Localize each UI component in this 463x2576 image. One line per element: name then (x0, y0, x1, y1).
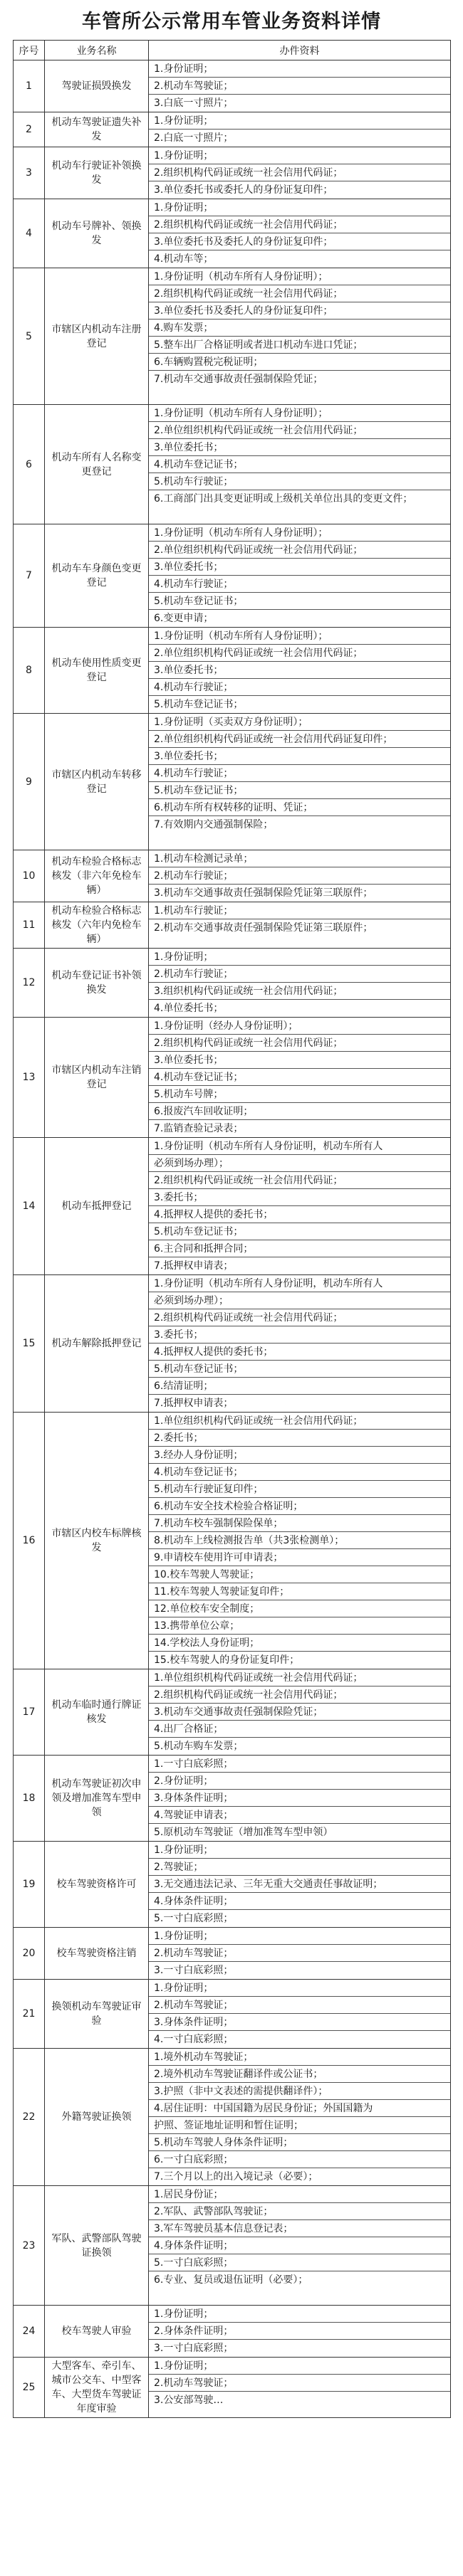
material-item: 6.主合同和抵押合同； (149, 1240, 450, 1257)
materials-cell (149, 902, 451, 949)
material-item: 1.身份证明； (149, 2358, 450, 2375)
material-item: 2.机动车驾驶证； (149, 1997, 450, 2014)
materials-cell (149, 1138, 451, 1275)
row-number: 25 (14, 2358, 45, 2418)
business-name: 校车驾驶资格许可 (45, 1842, 149, 1928)
material-item: 5.机动车登记证书； (149, 1223, 450, 1240)
material-item: 2.驾驶证； (149, 1859, 450, 1876)
material-item: 6.机动车所有权转移的证明、凭证； (149, 799, 450, 816)
material-item: 1.一寸白底彩照； (149, 1756, 450, 1773)
material-item: 1.身份证明； (149, 147, 450, 164)
page-title: 车管所公示常用车管业务资料详情 (82, 11, 381, 33)
material-item: 12.单位校车安全制度； (149, 1600, 450, 1617)
material-item: 3.一寸白底彩照； (154, 2343, 234, 2354)
material-item: 5.机动车登记证书； (154, 699, 244, 710)
material-item: 3.身体条件证明； (149, 2014, 450, 2031)
material-item: 5.机动车驾驶人身体条件证明； (149, 2134, 450, 2151)
business-name: 军队、武警部队驾驶证换领 (45, 2186, 149, 2306)
table-row (14, 850, 451, 902)
row-number: 17 (14, 1669, 45, 1756)
table-row (14, 2049, 451, 2186)
material-item: 4.抵押权人提供的委托书； (149, 1206, 450, 1223)
business-name: 机动车抵押登记 (45, 1138, 149, 1275)
materials-cell (149, 147, 451, 199)
table-row (14, 1275, 451, 1413)
row-number: 13 (14, 1018, 45, 1138)
materials-cell (149, 1842, 451, 1928)
material-item: 6.工商部门出具变更证明或上级机关单位出具的变更文件； (154, 493, 413, 505)
material-item: 6.一寸白底彩照； (149, 2151, 450, 2168)
material-item: 3.委托书； (149, 1189, 450, 1206)
material-item: 3.单位委托书； (149, 559, 450, 576)
table-row (14, 1413, 451, 1669)
business-name: 机动车号牌补、领换发 (45, 199, 149, 268)
material-item: 1.身份证明（买卖双方身份证明）； (149, 714, 450, 731)
material-item: 3.委托书； (149, 1326, 450, 1344)
row-number: 15 (14, 1275, 45, 1413)
material-item: 2.白底一寸照片； (154, 132, 234, 144)
business-name: 机动车车身颜色变更登记 (45, 524, 149, 628)
material-item: 4.机动车行驶证； (149, 576, 450, 593)
table-row (14, 524, 451, 628)
material-item: 1.身份证明（机动车所有人身份证明，机动车所有人 (149, 1275, 450, 1292)
material-item: 3.单位委托书； (149, 439, 450, 456)
row-number: 19 (14, 1842, 45, 1928)
material-item: 2.军队、武警部队驾驶证； (149, 2203, 450, 2220)
material-item: 13.携带单位公章； (149, 1617, 450, 1635)
business-name: 机动车检验合格标志核发（六年内免检车辆） (45, 902, 149, 949)
row-number: 3 (14, 147, 45, 199)
material-item: 5.机动车登记证书； (149, 1361, 450, 1378)
business-name: 机动车使用性质变更登记 (45, 628, 149, 714)
material-item: 7.有效期内交通强制保险； (154, 819, 274, 830)
row-number: 10 (14, 850, 45, 902)
material-item: 5.机动车登记证书； (149, 782, 450, 799)
materials-cell (149, 1980, 451, 2049)
material-item: 5.机动车购车发票； (154, 1741, 244, 1752)
material-item: 1.境外机动车驾驶证； (149, 2049, 450, 2066)
business-name: 校车驾驶人审验 (45, 2306, 149, 2358)
material-item: 2.单位组织机构代码证或统一社会信用代码证； (149, 645, 450, 662)
row-number: 21 (14, 1980, 45, 2049)
material-item: 2.组织机构代码证或统一社会信用代码证； (149, 216, 450, 233)
material-item: 2.组织机构代码证或统一社会信用代码证； (149, 1035, 450, 1052)
material-item: 2.身体条件证明； (149, 2323, 450, 2340)
table-row (14, 1980, 451, 2049)
material-item: 4.抵押权人提供的委托书； (149, 1344, 450, 1361)
row-number: 4 (14, 199, 45, 268)
material-item: 6.机动车安全技术检验合格证明； (149, 1498, 450, 1515)
material-item: 6.专业、复员或退伍证明（必要）； (154, 2274, 308, 2286)
table-row (14, 112, 451, 147)
material-item: 2.组织机构代码证或统一社会信用代码证； (149, 285, 450, 302)
material-item: 1.身份证明； (149, 2306, 450, 2323)
row-number: 23 (14, 2186, 45, 2306)
materials-cell (149, 1756, 451, 1842)
business-name: 机动车检验合格标志核发（非六年免检车辆） (45, 850, 149, 902)
material-item: 4.机动车登记证书； (149, 456, 450, 473)
materials-cell (149, 60, 451, 112)
business-name: 机动车驾驶证初次申领及增加准驾车型申领 (45, 1756, 149, 1842)
row-number: 14 (14, 1138, 45, 1275)
business-name: 换领机动车驾驶证审验 (45, 1980, 149, 2049)
materials-cell (149, 268, 451, 405)
material-item: 2.机动车驾驶证； (149, 1945, 450, 1962)
table-row (14, 902, 451, 949)
business-name: 大型客车、牵引车、城市公交车、中型客车、大型货车驾驶证年度审验 (45, 2358, 149, 2418)
material-item: 4.居住证明：中国国籍为居民身份证；外国国籍为 (149, 2100, 450, 2117)
row-number: 20 (14, 1928, 45, 1980)
table-body (14, 60, 451, 2418)
material-item: 2.组织机构代码证或统一社会信用代码证； (149, 1172, 450, 1189)
row-number: 1 (14, 60, 45, 112)
materials-cell (149, 628, 451, 714)
material-item: 6.车辆购置税完税证明； (149, 354, 450, 371)
material-item: 4.机动车行驶证； (149, 765, 450, 782)
material-item: 15.校车驾驶人的身份证复印件； (154, 1654, 300, 1666)
material-item: 3.公安部驾驶… (154, 2395, 224, 2406)
header-no: 序号 (14, 41, 45, 60)
materials-cell (149, 1018, 451, 1138)
material-item: 1.身份证明； (149, 949, 450, 966)
material-item: 5.机动车行驶证； (149, 473, 450, 490)
material-item: 2.单位组织机构代码证或统一社会信用代码证； (149, 422, 450, 439)
row-number: 6 (14, 405, 45, 524)
materials-cell (149, 1275, 451, 1413)
material-item: 护照、签证地址证明和暂住证明； (149, 2117, 450, 2134)
business-name: 市辖区内机动车转移登记 (45, 714, 149, 850)
material-item: 8.机动车上线检测报告单（共3张检测单）； (149, 1532, 450, 1549)
material-item: 1.身份证明（机动车所有人身份证明，机动车所有人 (149, 1138, 450, 1155)
materials-cell (149, 2358, 451, 2418)
table-row (14, 2306, 451, 2358)
materials-cell (149, 524, 451, 628)
business-name: 市辖区内校车标牌核发 (45, 1413, 149, 1669)
table-row (14, 1138, 451, 1275)
material-item: 3.单位委托书； (149, 1052, 450, 1069)
material-item: 1.身份证明； (149, 199, 450, 216)
business-name: 市辖区内机动车注销登记 (45, 1018, 149, 1138)
material-item: 2.组织机构代码证或统一社会信用代码证； (149, 1309, 450, 1326)
material-item: 7.抵押权申请表； (154, 1398, 234, 1409)
table-row (14, 268, 451, 405)
material-item: 2.单位组织机构代码证或统一社会信用代码证复印件； (149, 731, 450, 748)
material-item: 1.身份证明； (149, 1842, 450, 1859)
material-item: 1.居民身份证； (149, 2186, 450, 2203)
row-number: 24 (14, 2306, 45, 2358)
material-item: 2.机动车行驶证； (149, 867, 450, 885)
material-item: 4.购车发票； (149, 320, 450, 337)
material-item: 7.机动车交通事故责任强制保险凭证； (154, 374, 323, 385)
table-row (14, 949, 451, 1018)
table-row (14, 1018, 451, 1138)
material-item: 3.单位委托书或委托人的身份证复印件； (154, 184, 333, 196)
material-item: 必须到场办理）； (149, 1155, 450, 1172)
material-item: 2.机动车驾驶证； (149, 2375, 450, 2392)
table-header-row (14, 41, 451, 60)
row-number: 11 (14, 902, 45, 949)
material-item: 6.报废汽车回收证明； (149, 1103, 450, 1120)
material-item: 4.一寸白底彩照； (154, 2034, 234, 2045)
material-item: 3.机动车交通事故责任强制保险凭证第三联原件； (154, 887, 373, 899)
material-item: 4.机动车登记证书； (149, 1069, 450, 1086)
material-item: 7.机动车校车强制保险保单； (149, 1515, 450, 1532)
material-item: 1.身份证明； (149, 1928, 450, 1945)
business-name: 机动车临时通行牌证核发 (45, 1669, 149, 1756)
material-item: 5.机动车行驶证复印件； (149, 1481, 450, 1498)
business-name: 驾驶证损毁换发 (45, 60, 149, 112)
table-row (14, 60, 451, 112)
material-item: 2.境外机动车驾驶证翻译件或公证书； (149, 2066, 450, 2083)
business-name: 机动车登记证书补领换发 (45, 949, 149, 1018)
materials-cell (149, 405, 451, 524)
material-item: 4.出厂合格证； (149, 1721, 450, 1738)
material-item: 1.身份证明（机动车所有人身份证明）； (149, 524, 450, 542)
material-item: 1.身份证明（经办人身份证明）； (149, 1018, 450, 1035)
material-item: 2.委托书； (149, 1430, 450, 1447)
material-item: 4.单位委托书； (154, 1003, 224, 1014)
materials-cell (149, 949, 451, 1018)
business-name: 机动车驾驶证遗失补发 (45, 112, 149, 147)
material-item: 1.身份证明； (149, 112, 450, 130)
material-item: 7.三个月以上的出入境记录（必要）； (154, 2171, 318, 2182)
material-item: 5.机动车号牌； (149, 1086, 450, 1103)
business-name: 校车驾驶资格注销 (45, 1928, 149, 1980)
material-item: 1.单位组织机构代码证或统一社会信用代码证； (149, 1413, 450, 1430)
material-item: 2.组织机构代码证或统一社会信用代码证； (149, 164, 450, 181)
material-item: 2.身份证明； (149, 1773, 450, 1790)
row-number: 22 (14, 2049, 45, 2186)
business-name: 机动车所有人名称变更登记 (45, 405, 149, 524)
row-number: 12 (14, 949, 45, 1018)
materials-cell (149, 2306, 451, 2358)
materials-cell (149, 1669, 451, 1756)
material-item: 4.驾驶证申请表； (149, 1807, 450, 1824)
material-item: 3.单位委托书； (149, 662, 450, 679)
material-item: 1.身份证明； (149, 1980, 450, 1997)
table-row (14, 628, 451, 714)
table-row (14, 1928, 451, 1980)
material-item: 3.单位委托书及委托人的身份证复印件； (149, 233, 450, 250)
materials-cell (149, 850, 451, 902)
material-item: 6.变更申请； (154, 613, 214, 624)
business-name: 机动车解除抵押登记 (45, 1275, 149, 1413)
table-row (14, 1669, 451, 1756)
material-item: 2.机动车行驶证； (149, 966, 450, 983)
material-item: 5.整车出厂合格证明或者进口机动车进口凭证； (149, 337, 450, 354)
material-item: 2.组织机构代码证或统一社会信用代码证； (149, 1686, 450, 1704)
material-item: 必须到场办理）； (149, 1292, 450, 1309)
material-item: 5.一寸白底彩照； (149, 2254, 450, 2271)
materials-cell (149, 1413, 451, 1669)
row-number: 9 (14, 714, 45, 850)
material-item: 9.申请校车使用许可申请表； (149, 1549, 450, 1566)
material-item: 3.护照（非中文表述的需提供翻译件）； (149, 2083, 450, 2100)
table-row (14, 147, 451, 199)
material-item: 3.单位委托书； (149, 748, 450, 765)
header-materials: 办件资料 (149, 41, 451, 60)
row-number: 18 (14, 1756, 45, 1842)
material-item: 4.身体条件证明； (149, 2237, 450, 2254)
material-item: 2.机动车驾驶证； (149, 78, 450, 95)
material-item: 3.经办人身份证明； (149, 1447, 450, 1464)
table-row (14, 199, 451, 268)
material-item: 1.身份证明（机动车所有人身份证明）； (149, 268, 450, 285)
material-item: 1.单位组织机构代码证或统一社会信用代码证； (149, 1669, 450, 1686)
material-item: 2.单位组织机构代码证或统一社会信用代码证； (149, 542, 450, 559)
material-item: 3.军车驾驶员基本信息登记表； (149, 2220, 450, 2237)
table-row (14, 714, 451, 850)
material-item: 3.无交通违法记录、三年无重大交通责任事故证明； (149, 1876, 450, 1893)
material-item: 7.监销查验记录表； (154, 1123, 244, 1134)
materials-cell (149, 2186, 451, 2306)
materials-cell (149, 1928, 451, 1980)
material-item: 4.机动车登记证书； (149, 1464, 450, 1481)
material-item: 1.身份证明（机动车所有人身份证明）； (149, 405, 450, 422)
material-item: 1.身份证明； (149, 60, 450, 78)
business-name: 外籍驾驶证换领 (45, 2049, 149, 2186)
header-name: 业务名称 (45, 41, 149, 60)
material-item: 1.身份证明（机动车所有人身份证明）； (149, 628, 450, 645)
business-name: 机动车行驶证补领换发 (45, 147, 149, 199)
material-item: 4.身体条件证明； (149, 1893, 450, 1910)
material-item: 10.校车驾驶人驾驶证； (149, 1566, 450, 1583)
table-row (14, 2358, 451, 2418)
row-number: 16 (14, 1413, 45, 1669)
material-item: 3.组织机构代码证或统一社会信用代码证； (149, 983, 450, 1000)
business-materials-table (13, 40, 451, 2418)
material-item: 5.机动车登记证书； (149, 593, 450, 610)
material-item: 2.机动车交通事故责任强制保险凭证第三联原件； (154, 922, 373, 934)
material-item: 7.抵押权申请表； (154, 1260, 234, 1272)
material-item: 5.一寸白底彩照； (154, 1913, 234, 1924)
material-item: 1.机动车检测记录单； (149, 850, 450, 867)
material-item: 5.原机动车驾驶证（增加准驾车型申领） (154, 1827, 333, 1838)
material-item: 3.单位委托书及委托人的身份证复印件； (149, 302, 450, 320)
table-row (14, 2186, 451, 2306)
materials-cell (149, 2049, 451, 2186)
material-item: 4.机动车等； (154, 253, 214, 265)
material-item: 6.结清证明； (149, 1378, 450, 1395)
row-number: 7 (14, 524, 45, 628)
material-item: 3.身体条件证明； (149, 1790, 450, 1807)
row-number: 8 (14, 628, 45, 714)
business-name: 市辖区内机动车注册登记 (45, 268, 149, 405)
table-row (14, 1842, 451, 1928)
material-item: 14.学校法人身份证明； (149, 1635, 450, 1652)
material-item: 11.校车驾驶人驾驶证复印件； (149, 1583, 450, 1600)
materials-cell (149, 714, 451, 850)
materials-cell (149, 199, 451, 268)
table-row (14, 1756, 451, 1842)
material-item: 1.机动车行驶证； (149, 902, 450, 919)
row-number: 5 (14, 268, 45, 405)
material-item: 4.机动车行驶证； (149, 679, 450, 696)
materials-cell (149, 112, 451, 147)
material-item: 3.机动车交通事故责任强制保险凭证； (149, 1704, 450, 1721)
table-row (14, 405, 451, 524)
row-number: 2 (14, 112, 45, 147)
material-item: 3.白底一寸照片； (154, 97, 234, 109)
material-item: 3.一寸白底彩照； (154, 1965, 234, 1976)
